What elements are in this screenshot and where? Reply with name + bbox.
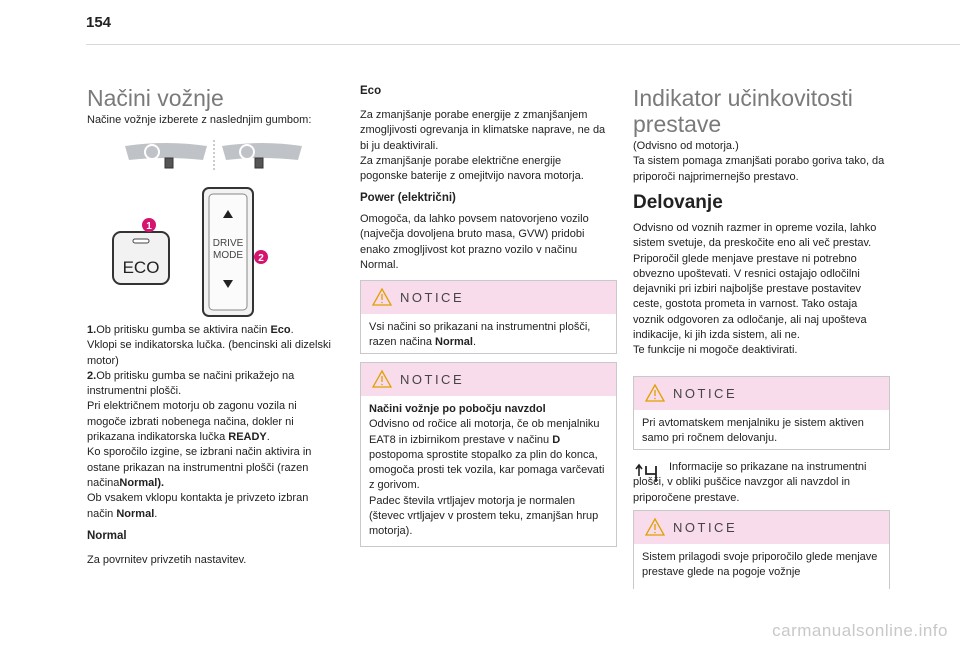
callout-2-label: 2	[258, 253, 264, 264]
watermark: carmanualsonline.info	[772, 621, 948, 640]
warning-triangle-icon	[644, 517, 666, 537]
notice-label: NOTICE	[400, 372, 465, 387]
item-1-text: 1.Ob pritisku gumba se aktivira način Eco. Vklopi se indikatorska lučka. (bencinski ali dizelski motor) 2.Ob pritisku gumba se načini prikažejo na instrumentni plošči. Pri električnem motorju ob zagonu vozila ni mogoče izbrati nobenega načina, dokler ni prikazana indikatorska lučka READY. Ko sporočilo izgine, se izbrani način aktivira in ostane prikazan na instrumentni plošči (razen načinaNormal). Ob vsakem vklopu kontakta je privzeto izbran način Normal.	[87, 324, 331, 520]
notice-header	[634, 377, 889, 410]
dashboard-left-icon	[125, 143, 207, 168]
delovanje-text: Odvisno od voznih razmer in opreme vozila, lahko sistem svetuje, da preskočite eno ali več prestav. Priporočil glede menjave prestave ni potrebno obvezno upoštevati. V resnici ostajajo odločilni dejavniki pri izbiri najboljše prestave postavitev ceste, gostota prometa in varnost. Tako ostaja voznik odgovoren za odločanje, ali naj upošteva indikacije, ki jih izda sistem, ali ne. Te funkcije ni mogoče deaktivirati.	[633, 222, 877, 357]
notice-header	[634, 511, 889, 544]
notice-box-2	[360, 362, 617, 547]
notice-text: Vsi načini so prikazani na instrumentni plošči, razen načina Normal.	[369, 321, 591, 349]
drive-mode-illustration	[107, 132, 307, 322]
warning-triangle-icon	[644, 383, 666, 403]
info-text: Informacije so prikazane na instrumentni plošči, v obliki puščice navzgor ali navzdol in priporočene prestave.	[633, 461, 867, 504]
drive-mode-label-line2: MODE	[213, 250, 243, 261]
warning-triangle-icon	[371, 287, 393, 307]
notice-header	[361, 363, 616, 396]
notice-box-3	[633, 376, 890, 450]
notice-box-4	[633, 510, 890, 589]
notice-box-1	[360, 280, 617, 354]
notice-header	[361, 281, 616, 314]
dashboard-right-icon	[222, 143, 302, 168]
top-divider	[86, 44, 960, 45]
normal-text: Za povrnitev privzetih nastavitev.	[87, 554, 247, 566]
eco-heading: Eco	[360, 85, 382, 97]
normal-heading: Normal	[87, 530, 127, 542]
power-text: Omogoča, da lahko povsem natovorjeno vozilo (največja dovoljena bruto masa, GVW) pridobi enako zmogljivost kot prazno vozilo v načinu Normal.	[360, 213, 589, 271]
notice-label: NOTICE	[673, 520, 738, 535]
intro-text: Načine vožnje izberete z naslednjim gumbom:	[87, 114, 312, 126]
notice-label: NOTICE	[673, 386, 738, 401]
eco-button-label: ECO	[122, 258, 160, 277]
warning-triangle-icon	[371, 369, 393, 389]
drive-mode-label-line1: DRIVE	[212, 238, 244, 249]
callout-1-label: 1	[146, 221, 152, 232]
notice-text: Načini vožnje po pobočju navzdol Odvisno od ročice ali motorja, če ob menjalniku EAT8 in izbirnikom prestave v načinu D postopoma sprostite stopalko za plin do konca, omogoča prosti tek vozila, kar pomaga varčevati z gorivom. Padec števila vrtljajev motorja je normalen (števec vrtljajev v prostem teku, zmanjšan hrup motorja).	[369, 403, 605, 538]
eco-text: Za zmanjšanje porabe energije z zmanjšanjem zmogljivosti ogrevanja in klimatske naprave, ne da bi ju deaktivirali. Za zmanjšanje porabe električne energije pogonske baterije z omejitvijo navora motorja.	[360, 109, 606, 183]
notice-label: NOTICE	[400, 290, 465, 305]
delovanje-heading: Delovanje	[633, 192, 723, 213]
page-number: 154	[86, 14, 112, 31]
section-title: Načini vožnje	[87, 85, 224, 111]
section-title: Indikator učinkovitosti prestave	[633, 85, 853, 137]
intro-text: (Odvisno od motorja.) Ta sistem pomaga zmanjšati porabo goriva tako, da priporoči najprimernejšo prestavo.	[633, 140, 885, 183]
power-heading: Power (električni)	[360, 192, 456, 204]
notice-text: Pri avtomatskem menjalniku je sistem aktiven samo pri ročnem delovanju.	[642, 417, 864, 445]
notice-text: Sistem prilagodi svoje priporočilo glede menjave prestave glede na pogoje vožnje	[642, 551, 878, 579]
